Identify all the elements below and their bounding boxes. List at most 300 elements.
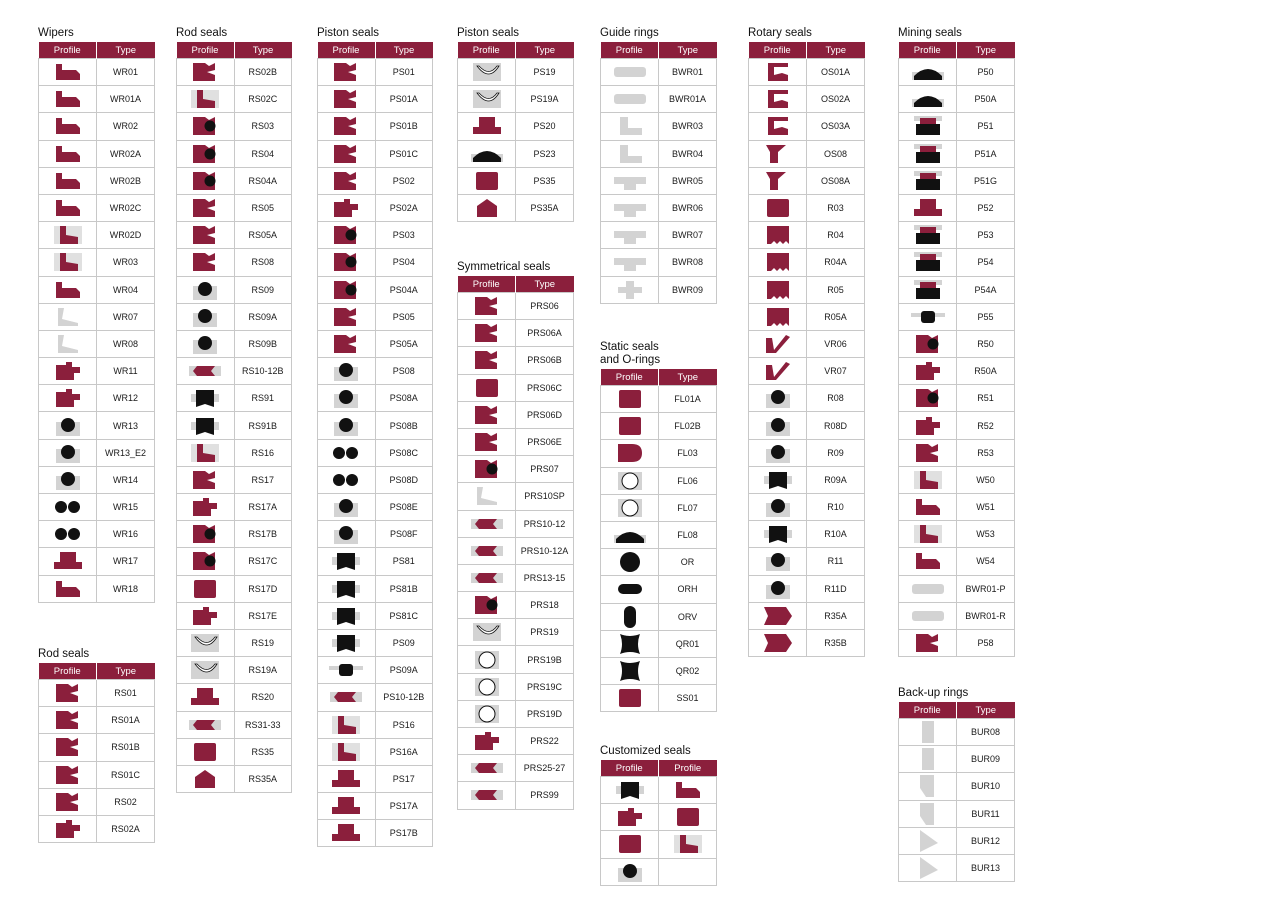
profile-cell	[177, 249, 235, 276]
profile-cell	[177, 575, 235, 602]
profile-cell	[458, 510, 516, 537]
table-row[interactable]	[39, 86, 155, 113]
vring-icon	[467, 87, 507, 111]
table-row[interactable]	[899, 358, 1015, 385]
table-row[interactable]	[39, 439, 155, 466]
profile-cell	[899, 602, 957, 629]
table-row[interactable]	[899, 167, 1015, 194]
block-icon	[610, 414, 650, 438]
dot-block-icon	[610, 860, 650, 884]
table-row[interactable]	[177, 684, 292, 711]
type-code: PS35A	[516, 194, 574, 221]
seal-group	[457, 261, 574, 810]
table-row[interactable]	[318, 466, 433, 493]
cshape-icon	[758, 114, 798, 138]
table-row[interactable]	[749, 358, 865, 385]
ushape-icon	[185, 223, 225, 247]
type-code: BWR03	[659, 113, 717, 140]
profile-cell	[318, 249, 376, 276]
table-row[interactable]	[39, 412, 155, 439]
table-row[interactable]	[177, 629, 292, 656]
table-row[interactable]	[899, 773, 1015, 800]
type-code: R53	[957, 439, 1015, 466]
profile-cell	[659, 831, 717, 858]
column-header-type: Type	[97, 42, 155, 59]
table-row[interactable]	[39, 707, 155, 734]
table-row[interactable]	[177, 249, 292, 276]
table-row[interactable]	[39, 575, 155, 602]
table-row[interactable]	[749, 167, 865, 194]
table-row[interactable]	[318, 113, 433, 140]
table-row[interactable]	[749, 194, 865, 221]
chevron-icon	[326, 685, 366, 709]
type-code: PS08A	[375, 385, 433, 412]
table-row[interactable]	[601, 386, 717, 413]
table-row[interactable]	[749, 494, 865, 521]
table-row[interactable]	[458, 782, 574, 809]
table-row[interactable]	[601, 576, 717, 603]
table-row[interactable]	[177, 466, 292, 493]
type-code: W53	[957, 521, 1015, 548]
profile-cell	[177, 738, 235, 765]
type-code: PS01A	[375, 86, 433, 113]
lseal-icon	[48, 223, 88, 247]
table-row[interactable]	[458, 428, 574, 455]
table-row[interactable]	[899, 800, 1015, 827]
table-row[interactable]	[458, 401, 574, 428]
table-row[interactable]	[749, 629, 865, 656]
column-header-profile: Profile	[601, 760, 659, 777]
table-row[interactable]	[458, 320, 574, 347]
type-code: WR15	[97, 494, 155, 521]
table-row[interactable]	[601, 467, 717, 494]
profile-cell	[177, 358, 235, 385]
table-row[interactable]	[899, 746, 1015, 773]
table-row[interactable]	[458, 564, 574, 591]
table-row[interactable]	[749, 222, 865, 249]
table-row[interactable]	[601, 657, 717, 684]
table-row[interactable]	[601, 194, 717, 221]
table-row[interactable]	[601, 413, 717, 440]
table-row[interactable]	[177, 521, 292, 548]
type-code: PS17A	[375, 793, 433, 820]
table-row[interactable]	[899, 521, 1015, 548]
table-row[interactable]	[749, 303, 865, 330]
table-row[interactable]	[899, 466, 1015, 493]
seal-group	[600, 341, 717, 712]
ushape-icon	[326, 332, 366, 356]
table-row[interactable]	[749, 412, 865, 439]
table-row[interactable]	[899, 629, 1015, 656]
profile-cell	[749, 222, 807, 249]
table-row[interactable]	[899, 86, 1015, 113]
table-row[interactable]	[318, 738, 433, 765]
group-title: Piston seals	[457, 27, 520, 39]
table-row[interactable]	[318, 330, 433, 357]
type-code: RS20	[234, 684, 292, 711]
profile-cell	[39, 734, 97, 761]
table-row[interactable]	[749, 521, 865, 548]
table-row[interactable]	[458, 646, 574, 673]
table-row[interactable]	[601, 858, 717, 885]
table-row[interactable]	[177, 575, 292, 602]
table-row[interactable]	[899, 602, 1015, 629]
table-row[interactable]	[177, 276, 292, 303]
udot-icon	[326, 223, 366, 247]
table-row[interactable]	[601, 549, 717, 576]
table-row[interactable]	[601, 831, 717, 858]
table-row[interactable]	[318, 358, 433, 385]
table-row[interactable]	[177, 548, 292, 575]
table-row[interactable]	[458, 347, 574, 374]
profile-cell	[899, 773, 957, 800]
table-row[interactable]	[177, 140, 292, 167]
table-row[interactable]	[177, 222, 292, 249]
profile-cell	[601, 777, 659, 804]
table-row[interactable]	[601, 222, 717, 249]
table-row[interactable]	[749, 548, 865, 575]
table-row[interactable]	[39, 734, 155, 761]
table-row[interactable]	[601, 113, 717, 140]
lseal-icon	[185, 441, 225, 465]
table-row[interactable]	[601, 603, 717, 630]
profile-cell	[601, 549, 659, 576]
table-row[interactable]	[899, 222, 1015, 249]
table-row[interactable]	[318, 140, 433, 167]
profile-cell	[601, 603, 659, 630]
profile-cell	[177, 222, 235, 249]
table-row[interactable]	[39, 249, 155, 276]
table-row[interactable]	[749, 575, 865, 602]
hat-icon	[185, 685, 225, 709]
seal-table	[457, 42, 574, 222]
table-row[interactable]	[39, 680, 155, 707]
table-row[interactable]	[318, 711, 433, 738]
profile-cell	[177, 194, 235, 221]
profile-cell	[39, 707, 97, 734]
table-row[interactable]	[899, 113, 1015, 140]
table-row[interactable]	[177, 194, 292, 221]
table-row[interactable]	[458, 374, 574, 401]
table-row[interactable]	[601, 804, 717, 831]
profile-cell	[899, 746, 957, 773]
table-row[interactable]	[458, 140, 574, 167]
table-row[interactable]	[749, 249, 865, 276]
table-row[interactable]	[601, 521, 717, 548]
table-row[interactable]	[177, 711, 292, 738]
table-row[interactable]	[458, 293, 574, 320]
column-header-profile: Profile	[458, 276, 516, 293]
hat-icon	[326, 794, 366, 818]
table-row[interactable]	[318, 439, 433, 466]
table-row[interactable]	[39, 761, 155, 788]
table-row[interactable]	[39, 59, 155, 86]
table-row[interactable]	[39, 222, 155, 249]
table-row[interactable]	[177, 86, 292, 113]
table-row[interactable]	[177, 765, 292, 792]
table-row[interactable]	[177, 602, 292, 629]
table-row[interactable]	[39, 521, 155, 548]
type-code: PS20	[516, 113, 574, 140]
profile-cell	[749, 575, 807, 602]
profile-cell	[899, 113, 957, 140]
table-row[interactable]	[318, 820, 433, 847]
wiper-icon	[48, 114, 88, 138]
table-row[interactable]	[318, 548, 433, 575]
ushape-icon	[185, 60, 225, 84]
blackblock-icon	[326, 631, 366, 655]
type-code: P51A	[957, 140, 1015, 167]
profile-cell	[177, 711, 235, 738]
table-row[interactable]	[749, 602, 865, 629]
table-row[interactable]	[899, 249, 1015, 276]
table-row[interactable]	[318, 167, 433, 194]
table-row[interactable]	[177, 494, 292, 521]
arch-icon	[467, 142, 507, 166]
table-row[interactable]	[458, 59, 574, 86]
table-row[interactable]	[318, 303, 433, 330]
table-row[interactable]	[177, 113, 292, 140]
table-row[interactable]	[458, 592, 574, 619]
table-row[interactable]	[39, 276, 155, 303]
table-row[interactable]	[39, 113, 155, 140]
table-row[interactable]	[601, 494, 717, 521]
table-row[interactable]	[39, 385, 155, 412]
table-row[interactable]	[458, 456, 574, 483]
profile-cell	[177, 303, 235, 330]
table-row[interactable]	[601, 685, 717, 712]
table-row[interactable]	[39, 167, 155, 194]
profile-cell	[749, 439, 807, 466]
seal-table	[317, 42, 433, 847]
table-row[interactable]	[749, 86, 865, 113]
profile-cell	[318, 765, 376, 792]
stepped-icon	[610, 805, 650, 829]
ring-icon	[467, 675, 507, 699]
table-row[interactable]	[899, 548, 1015, 575]
type-code: OR	[659, 549, 717, 576]
table-row[interactable]	[177, 439, 292, 466]
table-row[interactable]	[601, 59, 717, 86]
type-code: W54	[957, 548, 1015, 575]
table-row[interactable]	[601, 167, 717, 194]
vring-icon	[185, 631, 225, 655]
table-row[interactable]	[601, 440, 717, 467]
column-header-profile: Profile	[899, 702, 957, 719]
table-row[interactable]	[749, 140, 865, 167]
table-row[interactable]	[39, 548, 155, 575]
table-row[interactable]	[39, 194, 155, 221]
serrated-icon	[758, 278, 798, 302]
type-code: R05A	[807, 303, 865, 330]
table-row[interactable]	[899, 827, 1015, 854]
profile-cell	[601, 494, 659, 521]
profile-cell	[177, 140, 235, 167]
lseal-icon	[326, 740, 366, 764]
table-row[interactable]	[318, 575, 433, 602]
table-row[interactable]	[318, 657, 433, 684]
table-row[interactable]	[458, 194, 574, 221]
table-row[interactable]	[39, 466, 155, 493]
table-row[interactable]	[39, 303, 155, 330]
chevron-icon	[467, 566, 507, 590]
table-row[interactable]	[458, 86, 574, 113]
profile-cell	[458, 456, 516, 483]
table-row[interactable]	[749, 113, 865, 140]
table-row[interactable]	[458, 728, 574, 755]
type-code: RS35A	[234, 765, 292, 792]
table-row[interactable]	[39, 788, 155, 815]
table-row[interactable]	[899, 439, 1015, 466]
table-row[interactable]	[899, 59, 1015, 86]
seal-group	[748, 27, 865, 657]
table-row[interactable]	[39, 330, 155, 357]
table-row[interactable]	[318, 629, 433, 656]
table-row[interactable]	[601, 777, 717, 804]
table-row[interactable]	[899, 140, 1015, 167]
table-row[interactable]	[318, 765, 433, 792]
table-row[interactable]	[318, 86, 433, 113]
table-row[interactable]	[318, 684, 433, 711]
table-row[interactable]	[177, 303, 292, 330]
block-icon	[185, 740, 225, 764]
ushape-icon	[467, 430, 507, 454]
table-row[interactable]	[899, 303, 1015, 330]
profile-cell	[458, 646, 516, 673]
profile-cell	[318, 358, 376, 385]
profile-cell	[601, 831, 659, 858]
lseal-icon	[48, 250, 88, 274]
type-code: R52	[957, 412, 1015, 439]
table-row[interactable]	[39, 494, 155, 521]
vcapsule-icon	[610, 605, 650, 629]
table-row[interactable]	[899, 854, 1015, 881]
table-row[interactable]	[318, 494, 433, 521]
type-code: WR11	[97, 358, 155, 385]
type-code: R09	[807, 439, 865, 466]
ushape-icon	[467, 403, 507, 427]
table-row[interactable]	[899, 494, 1015, 521]
table-row[interactable]	[749, 385, 865, 412]
table-row[interactable]	[458, 673, 574, 700]
profile-cell	[458, 428, 516, 455]
table-row[interactable]	[899, 385, 1015, 412]
udot-icon	[185, 522, 225, 546]
table-row[interactable]	[601, 86, 717, 113]
table-row[interactable]	[318, 222, 433, 249]
profile-cell	[39, 167, 97, 194]
profile-cell	[458, 592, 516, 619]
type-code: WR13	[97, 412, 155, 439]
table-row[interactable]	[601, 140, 717, 167]
profile-cell	[318, 548, 376, 575]
table-row[interactable]	[899, 719, 1015, 746]
table-row[interactable]	[899, 575, 1015, 602]
type-code: OS03A	[807, 113, 865, 140]
table-row[interactable]	[177, 412, 292, 439]
table-row[interactable]	[318, 521, 433, 548]
profile-cell	[601, 521, 659, 548]
profile-cell	[318, 521, 376, 548]
table-row[interactable]	[899, 276, 1015, 303]
table-row[interactable]	[458, 483, 574, 510]
type-code: ORV	[659, 603, 717, 630]
group-title: Wipers	[38, 27, 74, 39]
type-code: PRS06A	[516, 320, 574, 347]
hat-icon	[48, 549, 88, 573]
table-row[interactable]	[318, 194, 433, 221]
profile-cell	[318, 494, 376, 521]
type-code: OS08	[807, 140, 865, 167]
table-row[interactable]	[601, 630, 717, 657]
quad-icon	[610, 632, 650, 656]
profile-cell	[318, 412, 376, 439]
table-row[interactable]	[318, 249, 433, 276]
table-row[interactable]	[177, 358, 292, 385]
type-code: PS16	[375, 711, 433, 738]
table-row[interactable]	[899, 194, 1015, 221]
table-row[interactable]	[899, 330, 1015, 357]
table-row[interactable]	[601, 276, 717, 303]
table-row[interactable]	[318, 793, 433, 820]
table-row[interactable]	[177, 385, 292, 412]
profile-cell	[177, 59, 235, 86]
table-row[interactable]	[458, 755, 574, 782]
table-row[interactable]	[601, 249, 717, 276]
table-row[interactable]	[177, 738, 292, 765]
type-code: R08	[807, 385, 865, 412]
table-row[interactable]	[458, 167, 574, 194]
table-row[interactable]	[458, 113, 574, 140]
profile-cell	[749, 466, 807, 493]
profile-cell	[318, 466, 376, 493]
serrated-icon	[758, 305, 798, 329]
profile-cell	[749, 249, 807, 276]
profile-cell	[749, 602, 807, 629]
table-row[interactable]	[749, 466, 865, 493]
table-row[interactable]	[749, 439, 865, 466]
block-icon	[758, 196, 798, 220]
type-code: RS09A	[234, 303, 292, 330]
profile-cell	[318, 276, 376, 303]
udot-icon	[908, 386, 948, 410]
profile-cell	[899, 827, 957, 854]
table-row[interactable]	[39, 358, 155, 385]
table-row[interactable]	[177, 657, 292, 684]
table-row[interactable]	[318, 602, 433, 629]
table-row[interactable]	[318, 59, 433, 86]
table-row[interactable]	[177, 330, 292, 357]
profile-cell	[899, 86, 957, 113]
table-row[interactable]	[39, 815, 155, 842]
table-row[interactable]	[749, 330, 865, 357]
profile-cell	[39, 140, 97, 167]
greytri-icon	[908, 829, 948, 853]
table-row[interactable]	[39, 140, 155, 167]
table-row[interactable]	[458, 537, 574, 564]
table-row[interactable]	[749, 276, 865, 303]
table-row[interactable]	[458, 619, 574, 646]
table-row[interactable]	[749, 59, 865, 86]
table-row[interactable]	[177, 59, 292, 86]
table-row[interactable]	[177, 167, 292, 194]
table-row[interactable]	[318, 276, 433, 303]
table-row[interactable]	[318, 385, 433, 412]
table-row[interactable]	[318, 412, 433, 439]
table-row[interactable]	[458, 510, 574, 537]
table-row[interactable]	[899, 412, 1015, 439]
table-row[interactable]	[458, 700, 574, 727]
